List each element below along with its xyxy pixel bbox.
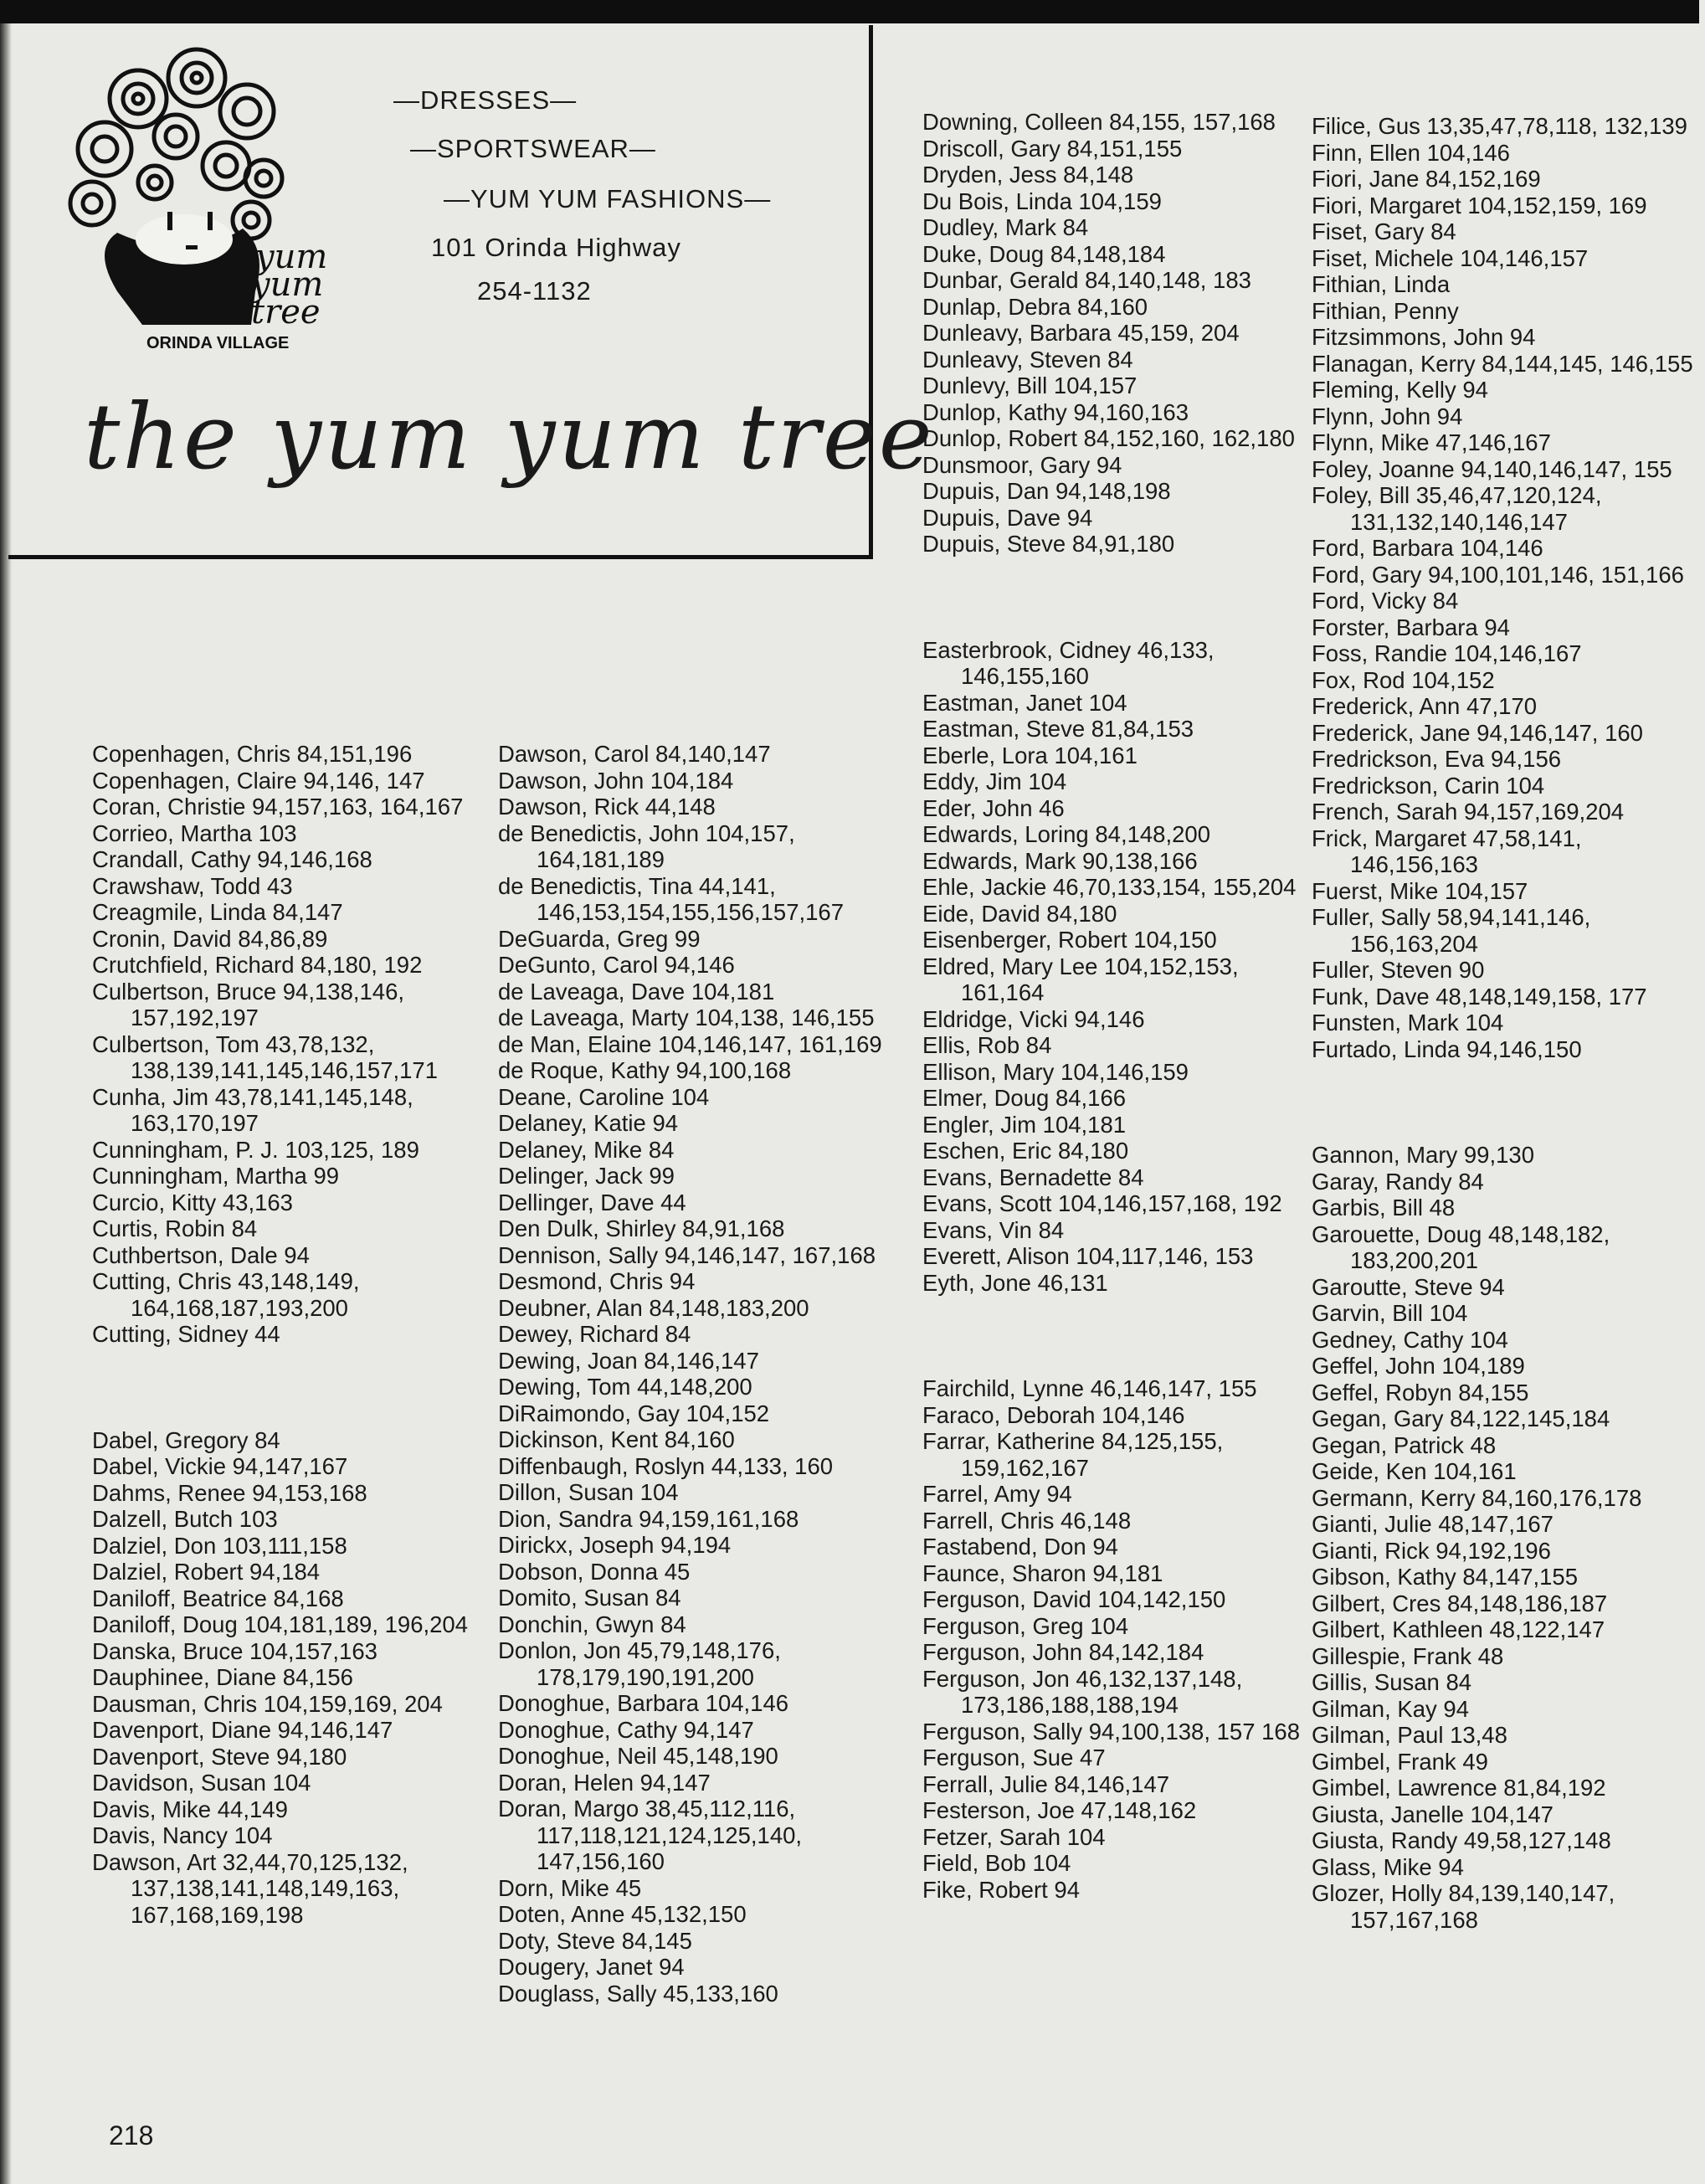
logo-text-yum-1: yum [255, 238, 328, 276]
index-entry: Farrell, Chris 46,148 [922, 1507, 1132, 1534]
index-entry: Doran, Margo 38,45,112,116, 117,118,121,124,125,140, 147,156,160 [498, 1796, 803, 1874]
index-entry: Dellinger, Dave 44 [498, 1189, 686, 1215]
index-entry: Dahms, Renee 94,153,168 [92, 1479, 367, 1506]
index-entry: Ellison, Mary 104,146,159 [922, 1058, 1189, 1085]
index-entry: Dawson, Rick 44,148 [498, 794, 716, 820]
index-entry: Dalzell, Butch 103 [92, 1506, 278, 1532]
index-entry: de Roque, Kathy 94,100,168 [498, 1057, 792, 1083]
index-entry: Dewing, Joan 84,146,147 [498, 1347, 759, 1374]
index-entry: Fox, Rod 104,152 [1312, 666, 1495, 693]
index-entry: Desmond, Chris 94 [498, 1268, 696, 1294]
index-entry: de Laveaga, Dave 104,181 [498, 978, 775, 1005]
index-entry: Dennison, Sally 94,146,147, 167,168 [498, 1241, 876, 1268]
index-entry: Ford, Barbara 104,146 [1312, 535, 1543, 561]
index-entry: Fairchild, Lynne 46,146,147, 155 [922, 1375, 1257, 1401]
index-entry: Eder, John 46 [922, 794, 1065, 821]
index-entry: Ferguson, Sue 47 [922, 1745, 1106, 1770]
index-entry: Culbertson, Bruce 94,138,146, 157,192,197 [92, 978, 405, 1030]
index-entry: Dillon, Susan 104 [498, 1479, 679, 1505]
index-entry: Fiset, Gary 84 [1312, 218, 1456, 244]
index-entry: Copenhagen, Chris 84,151,196 [92, 741, 413, 767]
index-entry: Dupuis, Steve 84,91,180 [922, 531, 1175, 557]
index-entry: Garay, Randy 84 [1312, 1168, 1484, 1195]
index-entry: Dougery, Janet 94 [498, 1954, 685, 1980]
index-entry: Cunningham, Martha 99 [92, 1163, 340, 1189]
index-entry: Frederick, Jane 94,146,147, 160 [1312, 719, 1643, 746]
index-entry: Doten, Anne 45,132,150 [498, 1901, 747, 1927]
index-entry: Corrieo, Martha 103 [92, 820, 297, 846]
index-entry: Dalziel, Robert 94,184 [92, 1559, 321, 1585]
ad-sportswear: —SPORTSWEAR— [410, 134, 656, 163]
index-entry: Donoghue, Barbara 104,146 [498, 1690, 789, 1716]
index-entry: Fredrickson, Eva 94,156 [1312, 746, 1562, 772]
index-entry: DiRaimondo, Gay 104,152 [498, 1400, 770, 1426]
index-entry: Everett, Alison 104,117,146, 153 [922, 1243, 1254, 1269]
index-entry: Cutting, Chris 43,148,149, 164,168,187,193,200 [92, 1268, 360, 1321]
index-entry: Eberle, Lora 104,161 [922, 742, 1138, 768]
index-entry: Geffel, Robyn 84,155 [1312, 1379, 1529, 1405]
index-entry: Dion, Sandra 94,159,161,168 [498, 1505, 799, 1532]
index-entry: Davenport, Steve 94,180 [92, 1743, 347, 1770]
index-entry: Evans, Scott 104,146,157,168, 192 [922, 1190, 1282, 1216]
index-entry: Fitzsimmons, John 94 [1312, 324, 1536, 350]
index-entry: Fiset, Michele 104,146,157 [1312, 244, 1589, 271]
index-entry: DeGunto, Carol 94,146 [498, 952, 735, 978]
index-entry: Garoutte, Steve 94 [1312, 1273, 1505, 1300]
index-entry: Ferguson, John 84,142,184 [922, 1639, 1204, 1665]
index-entry: Foss, Randie 104,146,167 [1312, 640, 1582, 666]
index-entry: Curcio, Kitty 43,163 [92, 1189, 293, 1215]
index-entry: Gilbert, Cres 84,148,186,187 [1312, 1590, 1608, 1616]
index-entry: Fithian, Penny [1312, 297, 1459, 324]
index-entry: Giusta, Janelle 104,147 [1312, 1801, 1554, 1827]
index-entry: Forster, Barbara 94 [1312, 614, 1510, 640]
index-entry: Downing, Colleen 84,155, 157,168 [922, 109, 1276, 135]
index-entry: Garbis, Bill 48 [1312, 1195, 1456, 1220]
index-entry: Crandall, Cathy 94,146,168 [92, 846, 372, 872]
index-entry: Dunlevy, Bill 104,157 [922, 373, 1138, 398]
index-entry: Faunce, Sharon 94,181 [922, 1560, 1163, 1586]
index-entry: Dorn, Mike 45 [498, 1874, 642, 1901]
index-entry: Dalziel, Don 103,111,158 [92, 1532, 347, 1559]
index-entry: Frick, Margaret 47,58,141, 146,156,163 [1312, 825, 1582, 877]
index-entry: de Man, Elaine 104,146,147, 161,169 [498, 1030, 882, 1057]
index-entry: Fiori, Jane 84,152,169 [1312, 166, 1541, 192]
logo-text-yum-2: yum [251, 265, 324, 304]
index-entry: Dunleavy, Barbara 45,159, 204 [922, 320, 1240, 346]
index-entry: Dabel, Vickie 94,147,167 [92, 1453, 348, 1479]
index-entry: Fetzer, Sarah 104 [922, 1823, 1106, 1850]
index-entry: Delaney, Katie 94 [498, 1110, 679, 1136]
index-entry: Eisenberger, Robert 104,150 [922, 927, 1217, 953]
index-entry: Dunlop, Kathy 94,160,163 [922, 398, 1189, 425]
index-entry: Cutting, Sidney 44 [92, 1321, 280, 1347]
index-entry: Den Dulk, Shirley 84,91,168 [498, 1215, 785, 1241]
index-entry: Dawson, Art 32,44,70,125,132, 137,138,141,148,149,163, 167,168,169,198 [92, 1848, 408, 1928]
index-entry: Gilman, Kay 94 [1312, 1695, 1470, 1722]
letter-section-break [922, 1296, 1316, 1375]
index-entry: de Benedictis, Tina 44,141, 146,153,154,155,156,157,167 [498, 872, 845, 925]
index-entry: Ferguson, Sally 94,100,138, 157 168 [922, 1718, 1301, 1745]
index-entry: Funk, Dave 48,148,149,158, 177 [1312, 983, 1647, 1010]
index-entry: Dickinson, Kent 84,160 [498, 1426, 735, 1452]
index-entry: de Benedictis, John 104,157, 164,181,189 [498, 820, 795, 872]
index-column-3 [922, 109, 1316, 1903]
index-entry: Gianti, Rick 94,192,196 [1312, 1537, 1551, 1564]
index-entry: Ferguson, Jon 46,132,137,148, 173,186,188,188,194 [922, 1665, 1243, 1718]
index-entry: Daniloff, Doug 104,181,189, 196,204 [92, 1611, 469, 1637]
index-entry: Fredrickson, Carin 104 [1312, 772, 1545, 799]
index-entry: Duke, Doug 84,148,184 [922, 240, 1166, 267]
index-entry: Flynn, Mike 47,146,167 [1312, 429, 1551, 455]
index-entry: Culbertson, Tom 43,78,132, 138,139,141,145,146,157,171 [92, 1030, 439, 1083]
index-entry: Cuthbertson, Dale 94 [92, 1241, 310, 1268]
index-entry: Dunleavy, Steven 84 [922, 346, 1133, 373]
ad-title: the yum yum tree [84, 385, 935, 490]
index-entry: Finn, Ellen 104,146 [1312, 139, 1510, 166]
yum-yum-tree-logo [59, 40, 328, 352]
index-entry: Danska, Bruce 104,157,163 [92, 1637, 377, 1664]
page-number: 218 [109, 2120, 154, 2151]
index-entry: Geffel, John 104,189 [1312, 1353, 1525, 1379]
letter-section-break [922, 558, 1316, 637]
ad-address: 101 Orinda Highway [431, 233, 681, 262]
index-column-1 [92, 741, 485, 1928]
index-entry: Coran, Christie 94,157,163, 164,167 [92, 794, 464, 820]
index-entry: Fleming, Kelly 94 [1312, 377, 1488, 403]
index-entry: Giusta, Randy 49,58,127,148 [1312, 1827, 1611, 1853]
index-entry: Ford, Gary 94,100,101,146, 151,166 [1312, 561, 1684, 588]
ad-yum-yum-fashions: —YUM YUM FASHIONS— [444, 184, 772, 213]
index-entry: Farrar, Katherine 84,125,155, 159,162,167 [922, 1428, 1224, 1481]
index-entry: Fuller, Sally 58,94,141,146, 156,163,204 [1312, 904, 1591, 957]
index-entry: Farrel, Amy 94 [922, 1481, 1072, 1507]
index-entry: Ellis, Rob 84 [922, 1032, 1052, 1058]
index-entry: Daniloff, Beatrice 84,168 [92, 1585, 344, 1611]
index-entry: Ferguson, David 104,142,150 [922, 1586, 1226, 1612]
logo-text-orinda-village: ORINDA VILLAGE [146, 334, 290, 352]
index-entry: Dunlap, Debra 84,160 [922, 293, 1148, 320]
index-entry: Delaney, Mike 84 [498, 1136, 675, 1163]
index-entry: Faraco, Deborah 104,146 [922, 1401, 1185, 1428]
index-entry: Davis, Nancy 104 [92, 1822, 273, 1848]
index-column-4 [1312, 113, 1705, 1933]
letter-section-break [92, 1348, 485, 1427]
index-entry: Fithian, Linda [1312, 271, 1451, 297]
index-entry: Fike, Robert 94 [922, 1876, 1081, 1903]
index-entry: DeGuarda, Greg 99 [498, 925, 701, 952]
index-entry: Eide, David 84,180 [922, 900, 1117, 927]
index-entry: Delinger, Jack 99 [498, 1163, 675, 1189]
index-entry: Davenport, Diane 94,146,147 [92, 1717, 393, 1743]
index-entry: Engler, Jim 104,181 [922, 1111, 1127, 1138]
index-entry: Garvin, Bill 104 [1312, 1300, 1468, 1326]
index-entry: Dudley, Mark 84 [922, 214, 1089, 240]
index-entry: Cunha, Jim 43,78,141,145,148, 163,170,197 [92, 1083, 413, 1136]
index-entry: Ferrall, Julie 84,146,147 [922, 1770, 1170, 1797]
index-entry: Dunsmoor, Gary 94 [922, 451, 1122, 478]
index-entry: French, Sarah 94,157,169,204 [1312, 799, 1625, 825]
index-entry: Ehle, Jackie 46,70,133,154, 155,204 [922, 874, 1297, 900]
index-entry: Dabel, Gregory 84 [92, 1426, 280, 1453]
index-entry: Dawson, John 104,184 [498, 767, 734, 794]
index-entry: Diffenbaugh, Roslyn 44,133, 160 [498, 1452, 834, 1479]
index-entry: Foley, Joanne 94,140,146,147, 155 [1312, 455, 1672, 482]
index-entry: Crutchfield, Richard 84,180, 192 [92, 952, 423, 978]
index-entry: Easterbrook, Cidney 46,133, 146,155,160 [922, 636, 1215, 689]
index-column-2 [498, 741, 891, 2007]
index-entry: Davis, Mike 44,149 [92, 1796, 288, 1822]
index-entry: Furtado, Linda 94,146,150 [1312, 1035, 1582, 1062]
index-entry: Gilbert, Kathleen 48,122,147 [1312, 1616, 1605, 1642]
index-entry: Fuerst, Mike 104,157 [1312, 877, 1528, 904]
index-entry: Crawshaw, Todd 43 [92, 872, 293, 899]
index-entry: Cronin, David 84,86,89 [92, 925, 328, 952]
index-entry: Donoghue, Cathy 94,147 [498, 1716, 754, 1743]
index-entry: Fuller, Steven 90 [1312, 957, 1485, 983]
index-entry: Gilman, Paul 13,48 [1312, 1722, 1507, 1748]
top-scan-border [0, 0, 1699, 23]
index-entry: Eastman, Janet 104 [922, 689, 1127, 716]
index-entry: Dirickx, Joseph 94,194 [498, 1532, 732, 1558]
index-entry: Donlon, Jon 45,79,148,176, 178,179,190,191,200 [498, 1637, 781, 1690]
index-entry: Eyth, Jone 46,131 [922, 1269, 1108, 1296]
index-entry: Eastman, Steve 81,84,153 [922, 716, 1194, 742]
index-entry: Doran, Helen 94,147 [498, 1769, 711, 1796]
index-entry: Garouette, Doug 48,148,182, 183,200,201 [1312, 1220, 1610, 1273]
index-entry: Dunbar, Gerald 84,140,148, 183 [922, 267, 1251, 293]
index-entry: Field, Bob 104 [922, 1850, 1071, 1876]
index-entry: Creagmile, Linda 84,147 [92, 899, 343, 925]
index-entry: Elmer, Doug 84,166 [922, 1085, 1127, 1111]
yum-yum-tree-advertisement [8, 25, 935, 559]
index-entry: Glass, Mike 94 [1312, 1853, 1464, 1880]
index-entry: Deane, Caroline 104 [498, 1083, 710, 1110]
index-entry: Filice, Gus 13,35,47,78,118, 132,139 [1312, 113, 1687, 139]
index-entry: Ferguson, Greg 104 [922, 1612, 1129, 1639]
index-entry: Geide, Ken 104,161 [1312, 1458, 1517, 1484]
index-entry: Driscoll, Gary 84,151,155 [922, 135, 1183, 162]
index-entry: Dausman, Chris 104,159,169, 204 [92, 1690, 443, 1717]
index-entry: Evans, Bernadette 84 [922, 1164, 1144, 1190]
index-entry: Gannon, Mary 99,130 [1312, 1142, 1535, 1168]
index-entry: Gillespie, Frank 48 [1312, 1642, 1504, 1669]
index-entry: Gegan, Gary 84,122,145,184 [1312, 1405, 1610, 1431]
index-entry: Eldred, Mary Lee 104,152,153, 161,164 [922, 953, 1239, 1005]
index-entry: Edwards, Mark 90,138,166 [922, 847, 1198, 874]
letter-section-break [1312, 1062, 1705, 1142]
index-entry: Gibson, Kathy 84,147,155 [1312, 1564, 1579, 1590]
index-entry: Frederick, Ann 47,170 [1312, 693, 1538, 719]
index-entry: Dewing, Tom 44,148,200 [498, 1374, 752, 1400]
index-entry: Douglass, Sally 45,133,160 [498, 1980, 778, 2007]
index-entry: Cunningham, P. J. 103,125, 189 [92, 1136, 419, 1163]
index-entry: Festerson, Joe 47,148,162 [922, 1797, 1197, 1823]
index-entry: Flanagan, Kerry 84,144,145, 146,155 [1312, 350, 1693, 377]
index-entry: Curtis, Robin 84 [92, 1215, 258, 1241]
index-entry: Davidson, Susan 104 [92, 1770, 311, 1796]
index-entry: Eddy, Jim 104 [922, 768, 1067, 794]
index-entry: Dauphinee, Diane 84,156 [92, 1664, 353, 1690]
index-entry: de Laveaga, Marty 104,138, 146,155 [498, 1005, 875, 1030]
index-entry: Donoghue, Neil 45,148,190 [498, 1743, 778, 1769]
ad-phone: 254-1132 [477, 276, 592, 306]
index-entry: Dewey, Richard 84 [498, 1321, 691, 1347]
index-entry: Glozer, Holly 84,139,140,147, 157,167,168 [1312, 1880, 1615, 1933]
index-entry: Flynn, John 94 [1312, 403, 1463, 429]
index-entry: Eldridge, Vicki 94,146 [922, 1005, 1145, 1032]
index-entry: Fastabend, Don 94 [922, 1534, 1118, 1560]
index-entry: Dryden, Jess 84,148 [922, 162, 1134, 188]
index-entry: Eschen, Eric 84,180 [922, 1138, 1129, 1164]
index-entry: Gianti, Julie 48,147,167 [1312, 1511, 1554, 1537]
index-entry: Gillis, Susan 84 [1312, 1669, 1472, 1695]
index-entry: Funsten, Mark 104 [1312, 1010, 1504, 1035]
index-entry: Copenhagen, Claire 94,146, 147 [92, 767, 425, 794]
index-entry: Dupuis, Dave 94 [922, 504, 1093, 531]
index-entry: Edwards, Loring 84,148,200 [922, 821, 1210, 847]
index-entry: Evans, Vin 84 [922, 1216, 1065, 1243]
index-entry: Fiori, Margaret 104,152,159, 169 [1312, 192, 1647, 218]
index-entry: Germann, Kerry 84,160,176,178 [1312, 1484, 1642, 1511]
logo-text-tree: tree [251, 293, 321, 331]
index-entry: Domito, Susan 84 [498, 1585, 681, 1611]
ad-dresses: —DRESSES— [393, 85, 578, 115]
index-entry: Deubner, Alan 84,148,183,200 [498, 1294, 809, 1321]
index-entry: Gimbel, Lawrence 81,84,192 [1312, 1775, 1606, 1801]
index-entry: Dobson, Donna 45 [498, 1558, 691, 1585]
index-entry: Dupuis, Dan 94,148,198 [922, 478, 1171, 504]
index-entry: Foley, Bill 35,46,47,120,124, 131,132,140,146,147 [1312, 482, 1602, 535]
index-entry: Dunlop, Robert 84,152,160, 162,180 [922, 425, 1295, 451]
index-entry: Gedney, Cathy 104 [1312, 1326, 1508, 1353]
index-entry: Ford, Vicky 84 [1312, 588, 1459, 614]
index-entry: Doty, Steve 84,145 [498, 1927, 692, 1954]
index-entry: Gimbel, Frank 49 [1312, 1748, 1488, 1775]
index-entry: Donchin, Gwyn 84 [498, 1611, 686, 1637]
index-entry: Gegan, Patrick 48 [1312, 1431, 1497, 1458]
index-entry: Du Bois, Linda 104,159 [922, 188, 1162, 214]
index-entry: Dawson, Carol 84,140,147 [498, 741, 771, 767]
